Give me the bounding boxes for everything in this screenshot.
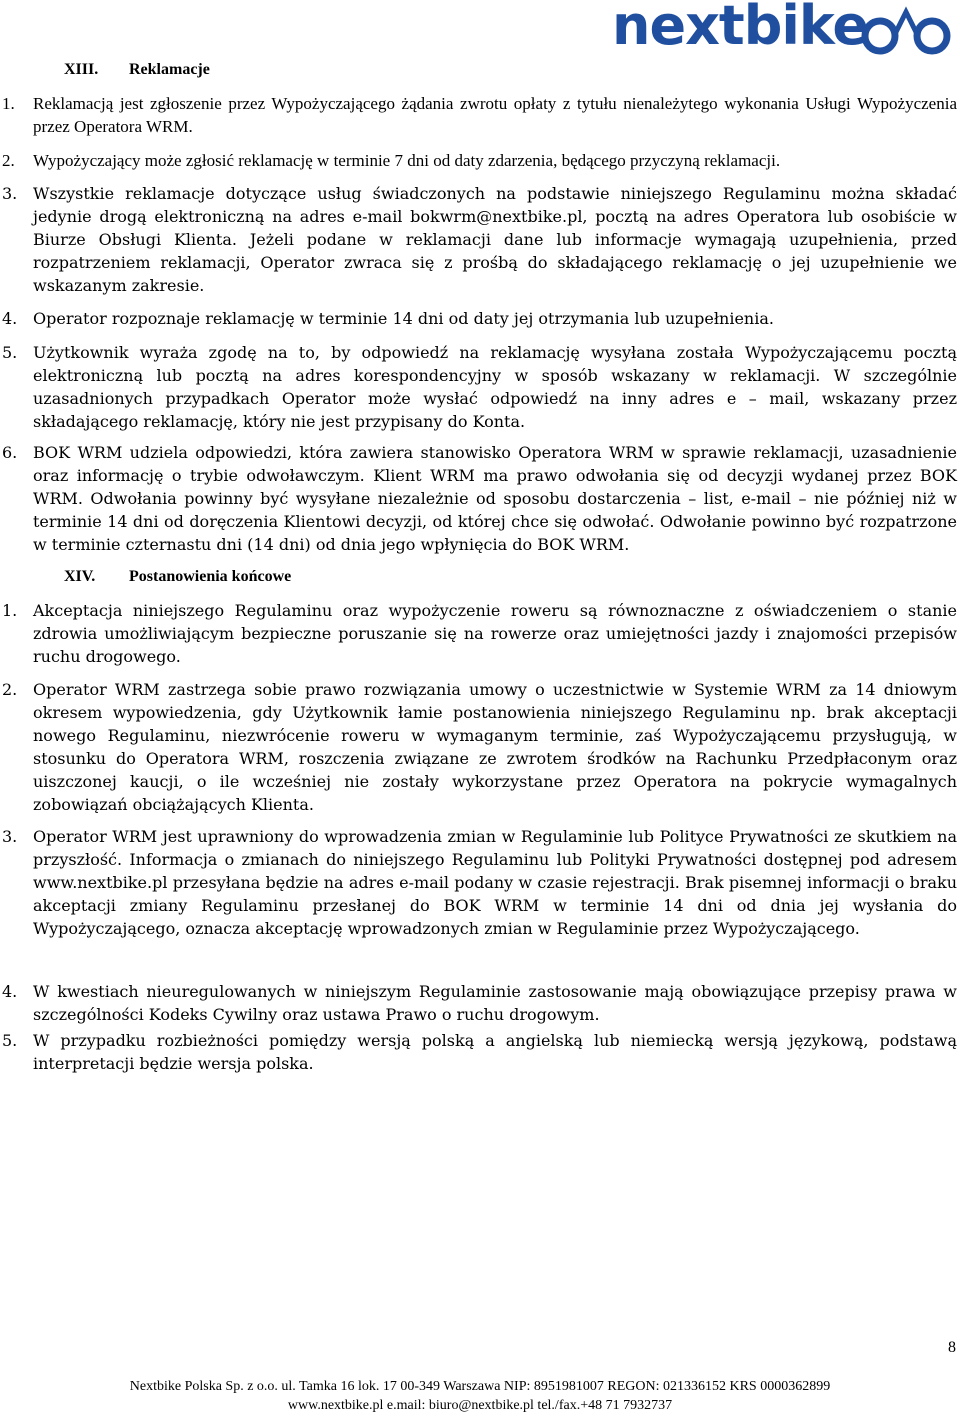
footer-company-info: Nextbike Polska Sp. z o.o. ul. Tamka 16 lok. 17 00-349 Warszawa NIP: 8951981007 REGON: 021336152 KRS 0000362899 bbox=[129, 1379, 831, 1394]
item-number: 3. bbox=[2, 184, 18, 203]
item-text: Użytkownik wyraża zgodę na to, by odpowiedź na reklamację wysyłana została Wypożyczającemu pocztą elektroniczną lub pocztą na adres korespondencyjny w sposób wskazany w reklamacji. W szczególnie uzasadnionych przypadkach Operator może wysłać odpowiedź na inny adres e – mail, wskazany przez składającego reklamację, który nie jest przypisany do Konta. bbox=[33, 343, 957, 431]
nextbike-logo bbox=[612, 2, 958, 58]
item-number: 3. bbox=[2, 827, 18, 846]
section-title: Postanowienia końcowe bbox=[129, 568, 292, 585]
footer-contact-info: www.nextbike.pl e.mail: biuro@nextbike.pl tel./fax.+48 71 7932737 bbox=[287, 1398, 673, 1413]
item-number: 5. bbox=[2, 343, 18, 362]
logo-wordmark: nextbike bbox=[612, 0, 868, 57]
item-text: Operator rozpoznaje reklamację w terminie 14 dni od daty jej otrzymania lub uzupełnienia. bbox=[33, 309, 774, 328]
item-text: Wszystkie reklamacje dotyczące usług świadczonych na podstawie niniejszego Regulaminu można składać jedynie drogą elektroniczną na adres e-mail bokwrm@nextbike.pl, pocztą na adres Operatora lub osobiście w Biurze Obsługi Klienta. Jeżeli podane w reklamacji dane lub informacje wymagają uzupełnienia, przed rozpatrzeniem reklamacji, Operator zwraca się z prośbą do składającego reklamację o jej uzupełnienie we wskazanym zakresie. bbox=[33, 184, 957, 295]
item-text: W kwestiach nieuregulowanych w niniejszym Regulaminie zastosowanie mają obowiązujące przepisy prawa w szczególności Kodeks Cywilny oraz ustawa Prawo o ruchu drogowym. bbox=[33, 982, 957, 1024]
item-text: Reklamacją jest zgłoszenie przez Wypożyczającego żądania zwrotu opłaty z tytułu nienależytego wykonania Usługi Wypożyczenia przez Operatora WRM. bbox=[33, 94, 957, 136]
item-number: 4. bbox=[2, 309, 18, 328]
item-number: 1. bbox=[2, 94, 15, 113]
section-title: Reklamacje bbox=[129, 61, 210, 78]
item-number: 5. bbox=[2, 1031, 18, 1050]
item-text: Akceptacja niniejszego Regulaminu oraz wypożyczenie roweru są równoznaczne z oświadczeniem o stanie zdrowia umożliwiającym bezpieczne poruszanie się na rowerze oraz umiejętności jazdy i znajomości przepisów ruchu drogowego. bbox=[33, 601, 957, 666]
section-heading-13 bbox=[64, 60, 464, 82]
item-text: Wypożyczający może zgłosić reklamację w terminie 7 dni od daty zdarzenia, będącego przyczyną reklamacji. bbox=[33, 151, 781, 170]
item-number: 4. bbox=[2, 982, 18, 1001]
bike-icon bbox=[858, 6, 958, 56]
section-number: XIII. bbox=[64, 61, 99, 78]
section-heading-14 bbox=[64, 567, 464, 589]
item-text: Operator WRM zastrzega sobie prawo rozwiązania umowy o uczestnictwie w Systemie WRM za 14 dniowym okresem wypowiedzenia, gdy Użytkownik łamie postanowienia niniejszego Regulaminu np. brak akceptacji nowego Regulaminu, niezwrócenie roweru w wymaganym terminie, zaś Wypożyczającemu przysługują, w stosunku do Operatora WRM, roszczenia związane ze zwrotem środków na Rachunku Przedpłaconym oraz uiszczonej kaucji, o ile wcześniej nie zostały wykorzystane przez Operatora na pokrycie wymagalnych zobowiązań obciążających Klienta. bbox=[33, 680, 957, 814]
item-text: Operator WRM jest uprawniony do wprowadzenia zmian w Regulaminie lub Polityce Prywatności ze skutkiem na przyszłość. Informacja o zmianach do niniejszego Regulaminu lub Polityki Prywatności dostępnej pod adresem www.nextbike.pl przesyłana będzie na adres e-mail podany w czasie rejestracji. Brak pisemnej informacji o braku akceptacji zmiany Regulaminu przesłanej do BOK WRM w terminie 14 dni od dnia jej wysłania do Wypożyczającego, oznacza akceptację wprowadzonych zmian w Regulaminie przez Wypożyczającego. bbox=[33, 827, 957, 938]
item-text: W przypadku rozbieżności pomiędzy wersją polską a angielską lub niemiecką wersją językową, podstawą interpretacji będzie wersja polska. bbox=[33, 1031, 957, 1073]
item-text: BOK WRM udziela odpowiedzi, która zawiera stanowisko Operatora WRM w sprawie reklamacji, uzasadnienie oraz informację o trybie odwoławczym. Klient WRM ma prawo odwołania się od decyzji wydanej przez BOK WRM. Odwołania powinny być wysyłane niezależnie od sposobu dostarczenia – list, e-mail – nie później niż w terminie 14 dni od doręczenia Klientowi decyzji, od której chce się odwołać. Odwołanie powinno być rozpatrzone w terminie czternastu dni (14 dni) od dnia jego wpłynięcia do BOK WRM. bbox=[33, 443, 957, 554]
section-number: XIV. bbox=[64, 568, 96, 585]
page-number: 8 bbox=[948, 1339, 956, 1356]
item-number: 2. bbox=[2, 680, 18, 699]
item-number: 1. bbox=[2, 601, 18, 620]
item-number: 6. bbox=[2, 443, 18, 462]
item-number: 2. bbox=[2, 151, 15, 170]
